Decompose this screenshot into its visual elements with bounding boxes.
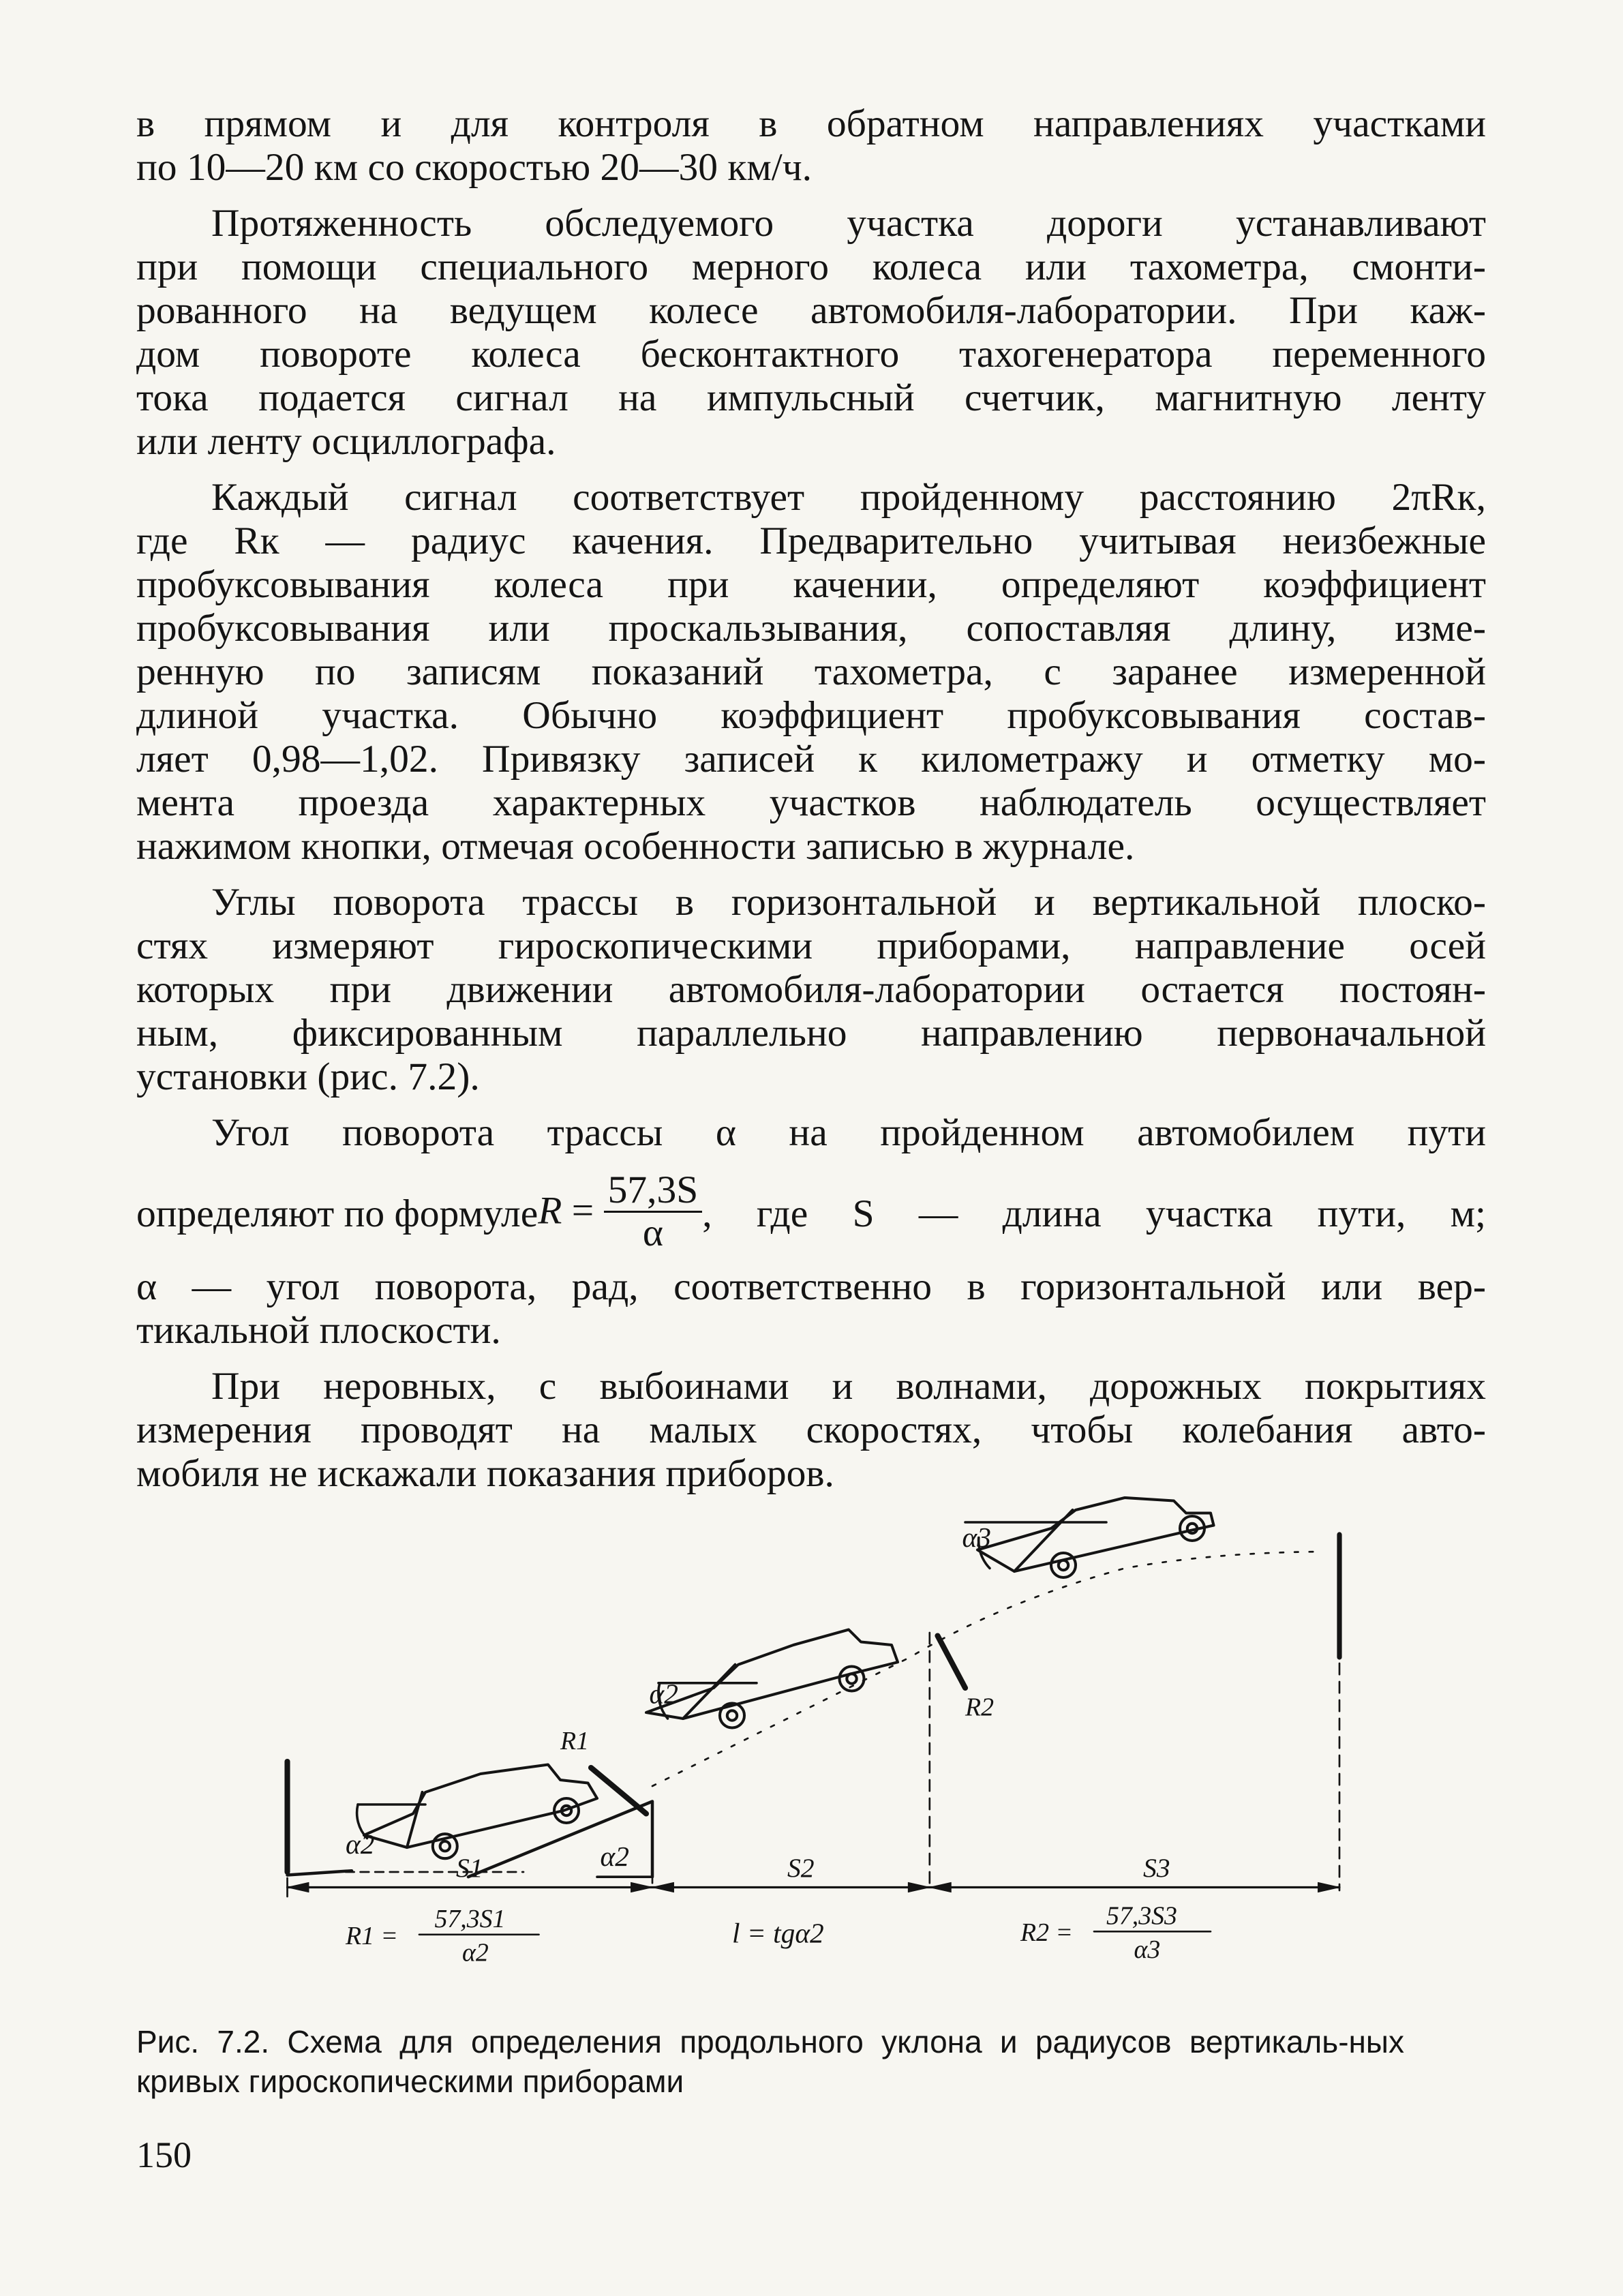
formula-R2-lhs: R2 = (1020, 1918, 1073, 1947)
formula-slope: l = tgα2 (732, 1917, 824, 1949)
text-line: стях измеряют гироскопическими приборами, направление осей (136, 924, 1486, 967)
page-number: 150 (136, 2134, 192, 2175)
text-line: пробуксовывания или проскальзывания, сопоставляя длину, изме- (136, 607, 1486, 650)
car-1 (357, 1765, 597, 1859)
text-line: длиной участка. Обычно коэффициент пробуксовывания состав- (136, 694, 1486, 737)
S2-label: S2 (787, 1853, 815, 1884)
text-line: мобиля не искажали показания приборов. (136, 1452, 834, 1495)
text-line: Углы поворота трассы в горизонтальной и вертикальной плоско- (211, 881, 1486, 924)
text-line: ным, фиксированным параллельно направлению первоначальной (136, 1012, 1486, 1055)
S3-label: S3 (1143, 1853, 1170, 1884)
text-line: в прямом и для контроля в обратном направлениях участками (136, 102, 1486, 145)
formula-lhs: R (538, 1189, 562, 1233)
R1-line (591, 1768, 646, 1814)
text-line: При неровных, с выбоинами и волнами, дорожных покрытиях (211, 1365, 1486, 1408)
alpha3-label: α3 (962, 1522, 991, 1553)
text-line: дом повороте колеса бесконтактного тахогенератора переменного (136, 333, 1486, 376)
formula-R1-lhs: R1 = (346, 1922, 398, 1951)
page-content (136, 102, 1486, 2175)
text-line: установки (рис. 7.2). (136, 1055, 480, 1098)
formula-R2-den: α3 (1134, 1935, 1161, 1964)
alpha2-label-ramp: α2 (600, 1841, 629, 1872)
formula-eq: = (562, 1189, 604, 1233)
text-line: или ленту осциллографа. (136, 420, 556, 463)
paragraph-4 (136, 881, 1486, 1099)
formula-suffix: , где S — длина участка пути, м; (702, 1192, 1486, 1235)
formula-fraction (604, 1170, 703, 1254)
paragraph-5 (136, 1365, 1486, 1496)
formula (538, 1168, 702, 1256)
text-line: пробуксовывания колеса при качении, определяют коэффициент (136, 563, 1486, 606)
formula-numerator: 57,3S (604, 1170, 703, 1213)
text-line: мента проезда характерных участков наблюдатель осуществляет (136, 781, 1486, 824)
formula-line (136, 1163, 1486, 1265)
text-line: рованного на ведущем колесе автомобиля-лаборатории. При каж- (136, 289, 1486, 332)
figure-caption: Рис. 7.2. Схема для определения продольного уклона и радиусов вертикаль-ных кривых гироскопическими приборами (136, 2024, 1404, 2099)
text-line: Каждый сигнал соответствует пройденному расстоянию 2πRк, (211, 476, 1486, 519)
text-line: где Rк — радиус качения. Предварительно учитывая неизбежные (136, 519, 1486, 562)
R2-label: R2 (965, 1693, 995, 1722)
paragraph-1 (136, 102, 1486, 190)
S1-label: S1 (456, 1853, 483, 1884)
formula-R1-den: α2 (462, 1938, 489, 1967)
alpha2-label-car2: α2 (649, 1678, 678, 1710)
formula-R2-num: 57,3S3 (1106, 1901, 1177, 1931)
text-line: α — угол поворота, рад, соответственно в горизонтальной или вер- (136, 1265, 1486, 1308)
formula-R1-num: 57,3S1 (434, 1905, 506, 1933)
text-line: Угол поворота трассы α на пройденном автомобилем пути (211, 1111, 1486, 1154)
text-line: ренную по записям показаний тахометра, с заранее измеренной (136, 650, 1486, 693)
car-2 (646, 1630, 898, 1728)
text-line: тикальной плоскости. (136, 1309, 501, 1352)
formula-denominator: α (642, 1211, 663, 1254)
figure-7-2 (136, 1479, 1500, 1970)
formula-prefix: определяют по формуле (136, 1192, 539, 1235)
text-line: тока подается сигнал на импульсный счетчик, магнитную ленту (136, 376, 1486, 419)
text-line: по 10—20 км со скоростью 20—30 км/ч. (136, 146, 813, 189)
text-line: Протяженность обследуемого участка дороги устанавливают (211, 202, 1486, 245)
road-profile-incline (649, 1552, 1315, 1786)
car-3 (965, 1498, 1214, 1577)
text-line: при помощи специального мерного колеса или тахометра, смонти- (136, 245, 1486, 288)
text-line: ляет 0,98—1,02. Привязку записей к километражу и отметку мо- (136, 738, 1486, 781)
alpha2-label-car1: α2 (346, 1828, 375, 1860)
text-line: которых при движении автомобиля-лаборатории остается постоян- (136, 968, 1486, 1011)
R2-line (938, 1636, 966, 1689)
paragraph-3 (136, 476, 1486, 868)
R1-label: R1 (560, 1727, 589, 1755)
text-line: измерения проводят на малых скоростях, чтобы колебания авто- (136, 1408, 1486, 1451)
paragraph-formula (136, 1111, 1486, 1353)
text-line: нажимом кнопки, отмечая особенности записью в журнале. (136, 825, 1135, 868)
paragraph-2 (136, 202, 1486, 464)
